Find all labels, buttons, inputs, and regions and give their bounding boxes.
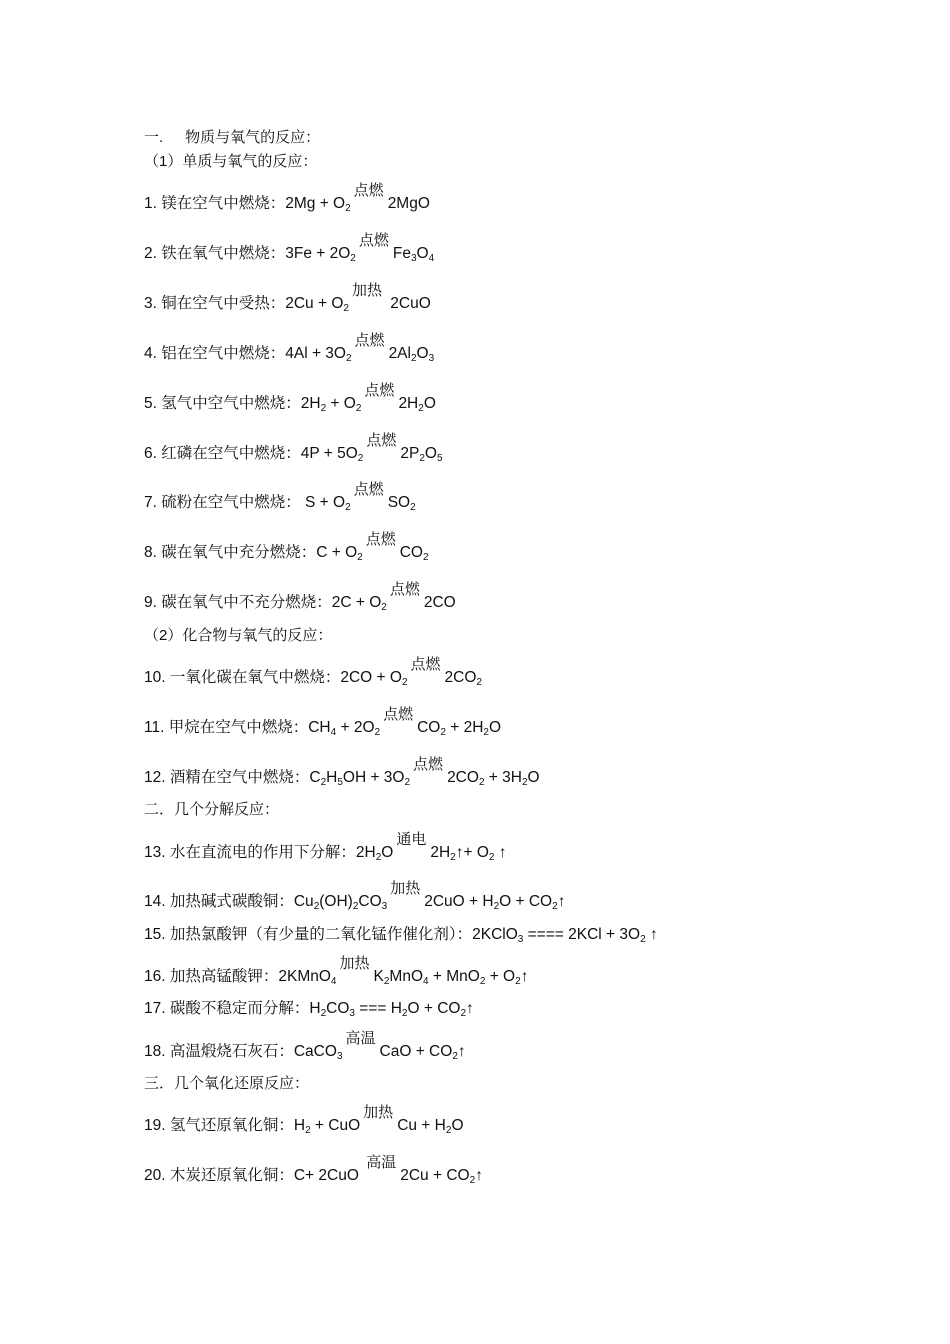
- condition-label: 点燃: [366, 432, 397, 449]
- equation-line-18: 18. 高温煅烧石灰石：CaCO$_3$高温CaO + $CO_2↑$: [144, 1030, 466, 1062]
- condition-label: 点燃: [383, 706, 414, 723]
- section-3-heading: 三．几个氧化还原反应：: [144, 1075, 310, 1092]
- condition-label: 加热: [390, 880, 421, 897]
- equation-line-5: 5. 氢气中空气中燃烧：$2H_2 + O_2$点燃$2H_2O$: [144, 382, 436, 414]
- subsection-1-heading: （1）单质与氧气的反应：: [144, 153, 318, 170]
- condition-label: 加热: [363, 1104, 394, 1121]
- equation-line-12: 12. 酒精在空气中燃烧：$C_2H_5OH + 3O_2$点燃$2CO_2 + 3H_2O$: [144, 756, 540, 788]
- condition-label: 通电: [396, 831, 427, 848]
- condition-label: 点燃: [358, 232, 389, 249]
- equation-line-14: 14. 加热碱式碳酸铜：$Cu_2(OH)_2CO_3$加热$2CuO + H_2O$ + $CO_2↑$: [144, 880, 566, 912]
- condition-label: 点燃: [354, 332, 385, 349]
- equation-line-6: 6. 红磷在空气中燃烧：$4P + 5O_2$点燃$2P_2O_5$: [144, 432, 443, 464]
- condition-label: 点燃: [353, 481, 384, 498]
- equation-line-13: 13. 水在直流电的作用下分解：$2H_2O$通电$2H_2↑+ O_2$ ↑: [144, 831, 507, 863]
- equation-line-17: 17. 碳酸不稳定而分解：$H_2CO_3$ === $H_2O$ + $CO_2↑$: [144, 1000, 474, 1019]
- equation-line-2: 2. 铁在氧气中燃烧：$3Fe + 2O_2$点燃$Fe_3O_4$: [144, 232, 435, 264]
- equation-line-20: 20. 木炭还原氧化铜：C+ 2CuO 高温$2Cu + CO_2↑$: [144, 1154, 483, 1186]
- equation-line-7: 7. 硫粉在空气中燃烧： $S + O_2$点燃$SO_2$: [144, 481, 416, 513]
- condition-label: 加热: [351, 282, 382, 299]
- equation-line-3: 3. 铜在空气中受热：$2Cu + O_2$加热 2CuO: [144, 282, 431, 314]
- section-2-heading: 二．几个分解反应：: [144, 801, 280, 818]
- section-1-heading: 一. 物质与氧气的反应：: [144, 129, 321, 146]
- condition-label: 点燃: [365, 531, 396, 548]
- condition-label: 高温: [366, 1154, 397, 1171]
- equation-line-10: 10. 一氧化碳在氧气中燃烧：$2CO + O_2$点燃$2CO_2$: [144, 656, 482, 688]
- equation-line-4: 4. 铝在空气中燃烧：$4Al + 3O_2$点燃$2Al_2O_3$: [144, 332, 435, 364]
- condition-label: 高温: [345, 1030, 376, 1047]
- equation-line-1: 1. 镁在空气中燃烧：$2Mg + O_2$点燃2MgO: [144, 182, 430, 214]
- equation-line-8: 8. 碳在氧气中充分燃烧：$C + O_2$点燃$CO_2$: [144, 531, 429, 563]
- equation-line-11: 11. 甲烷在空气中燃烧：$CH_4 + 2O_2$点燃$CO_2 + 2H_2O$: [144, 706, 502, 738]
- equation-line-15: 15. 加热氯酸钾（有少量的二氧化锰作催化剂）：2KClO$_3$ ==== $2KCl + 3O_2$ ↑: [144, 926, 658, 945]
- condition-label: 点燃: [353, 182, 384, 199]
- condition-label: 加热: [339, 955, 370, 972]
- subsection-2-heading: （2）化合物与氧气的反应：: [144, 627, 333, 644]
- condition-label: 点燃: [364, 382, 395, 399]
- equation-line-9: 9. 碳在氧气中不充分燃烧：$2C + O_2$点燃2CO: [144, 581, 456, 613]
- equation-line-19: 19. 氢气还原氧化铜：$H_2$ + CuO加热$Cu + H_2O$: [144, 1104, 464, 1136]
- condition-label: 点燃: [410, 656, 441, 673]
- equation-line-16: 16. 加热高锰酸钾：2KMnO$_4$加热$K_2MnO_4 + MnO_2$ + $O_2↑$: [144, 955, 529, 987]
- condition-label: 点燃: [389, 581, 420, 598]
- condition-label: 点燃: [413, 756, 444, 773]
